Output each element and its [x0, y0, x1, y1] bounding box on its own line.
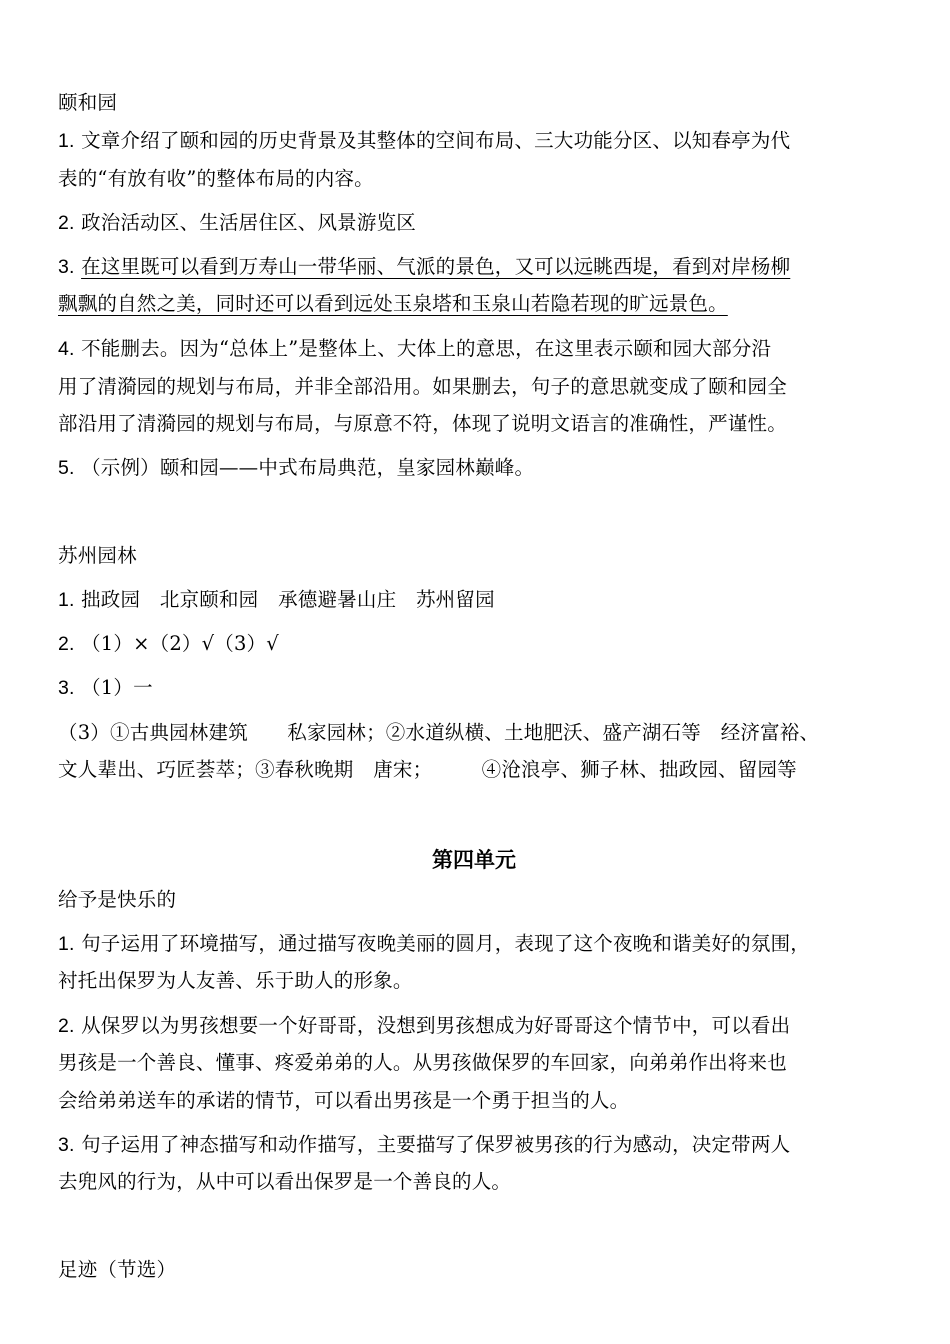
answer-number: 5. — [58, 457, 75, 479]
answer-number: 1. — [58, 130, 75, 152]
answer-3-line-2 — [58, 290, 728, 318]
answer-number: 2. — [58, 1015, 75, 1037]
answer-number: 3. — [58, 1134, 75, 1156]
section-title-footprints: 足迹（节选） — [58, 1258, 177, 1281]
answer-2: 2. 政治活动区、生活居住区、风景游览区 — [58, 211, 416, 234]
underlined-text: 在这里既可以看到万寿山一带华丽、气派的景色，又可以远眺西堤，看到对岸杨柳 — [81, 255, 791, 278]
answer-2-line-3: 会给弟弟送车的承诺的情节，可以看出男孩是一个勇于担当的人。 — [58, 1089, 630, 1112]
answer-4-line-2: 用了清漪园的规划与布局，并非全部沿用。如果删去，句子的意思就变成了颐和园全 — [58, 375, 787, 398]
answer-1-line-2: 衬托出保罗为人友善、乐于助人的形象。 — [58, 969, 413, 992]
answer-2-line-2: 男孩是一个善良、懂事、疼爱弟弟的人。从男孩做保罗的车回家，向弟弟作出将来也 — [58, 1051, 787, 1074]
answer-3-line-2: 去兜风的行为，从中可以看出保罗是一个善良的人。 — [58, 1170, 512, 1193]
answer-number: 4. — [58, 338, 75, 360]
answer-1-line-1: 1. 文章介绍了颐和园的历史背景及其整体的空间布局、三大功能分区、以知春亭为代 — [58, 129, 791, 152]
unit-heading: 第四单元 — [432, 848, 516, 872]
underlined-text: 飘飘的自然之美，同时还可以看到远处玉泉塔和玉泉山若隐若现的旷远景色。 — [58, 292, 728, 315]
answer-4-line-1: 4. 不能删去。因为“总体上”是整体上、大体上的意思，在这里表示颐和园大部分沿 — [58, 337, 772, 360]
answer-number: 1. — [58, 933, 75, 955]
section-title-suzhou: 苏州园林 — [58, 544, 137, 567]
answer-5: 5. （示例）颐和园——中式布局典范，皇家园林巅峰。 — [58, 456, 535, 479]
answer-3: 3. （1）一 — [58, 676, 153, 699]
answer-3-part-3-line-1: （3）①古典园林建筑 私家园林；②水道纵横、土地肥沃、盛产湖石等 经济富裕、 — [58, 721, 820, 744]
section-title-giving: 给予是快乐的 — [58, 888, 177, 911]
answer-3-part-3-line-2: 文人辈出、巧匠荟萃；③春秋晚期 唐宋； ④沧浪亭、狮子林、拙政园、留园等 — [58, 758, 797, 781]
answer-1: 1. 拙政园 北京颐和园 承德避暑山庄 苏州留园 — [58, 588, 495, 611]
answer-number: 3. — [58, 256, 75, 278]
answer-1-line-1: 1. 句子运用了环境描写，通过描写夜晚美丽的圆月，表现了这个夜晚和谐美好的氛围， — [58, 932, 810, 955]
answer-4-line-3: 部沿用了清漪园的规划与布局，与原意不符，体现了说明文语言的准确性，严谨性。 — [58, 412, 787, 435]
answer-1-line-2: 表的“有放有收”的整体布局的内容。 — [58, 167, 374, 190]
answer-2: 2. （1）×（2）√（3）√ — [58, 632, 279, 655]
answer-2-line-1: 2. 从保罗以为男孩想要一个好哥哥，没想到男孩想成为好哥哥这个情节中，可以看出 — [58, 1014, 791, 1037]
answer-number: 1. — [58, 589, 75, 611]
answer-number: 3. — [58, 677, 75, 699]
answer-3-line-1: 3. 句子运用了神态描写和动作描写，主要描写了保罗被男孩的行为感动，决定带两人 — [58, 1133, 791, 1156]
answer-3-line-1 — [58, 253, 790, 281]
section-title-yiheyuan: 颐和园 — [58, 91, 118, 114]
answer-number: 2. — [58, 212, 75, 234]
answer-number: 2. — [58, 633, 75, 655]
